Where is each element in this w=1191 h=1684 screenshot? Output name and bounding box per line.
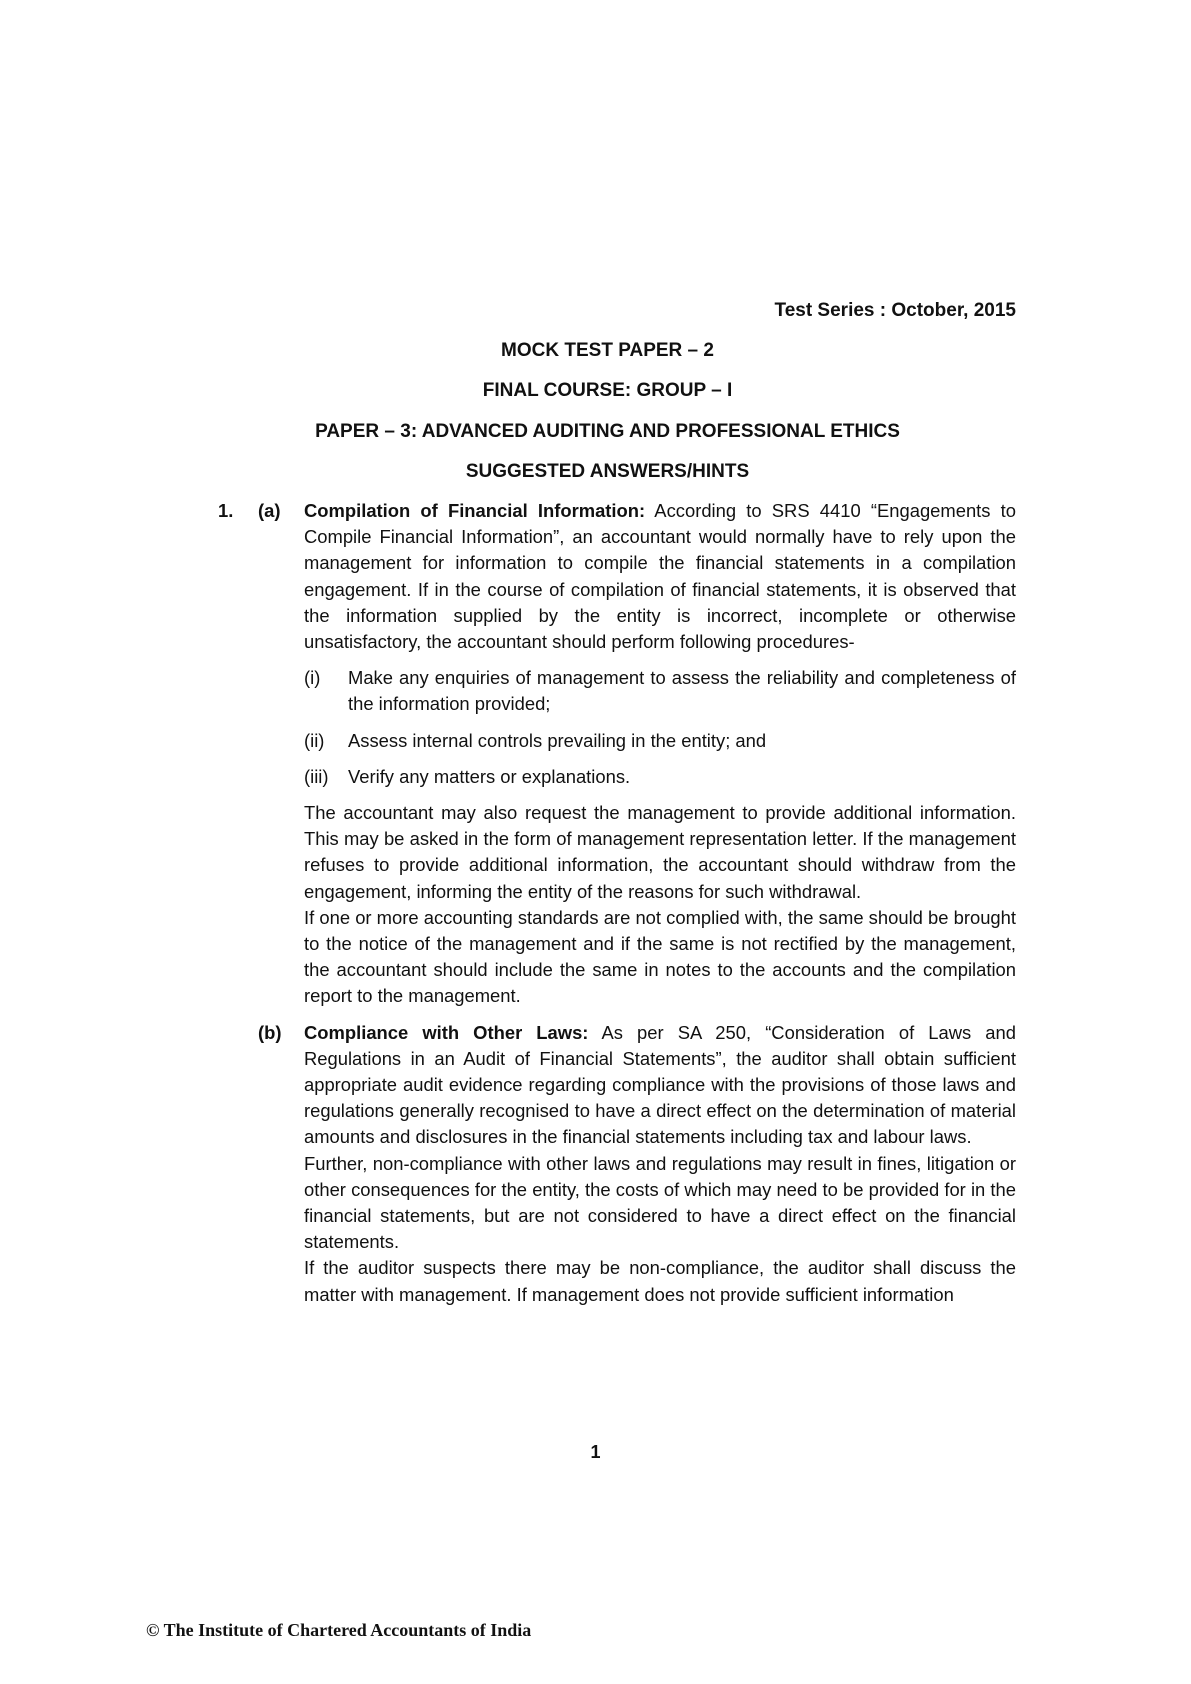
suggested-answers-title: SUGGESTED ANSWERS/HINTS (465, 461, 750, 482)
page-number: 1 (590, 1442, 601, 1462)
part-a-paragraph-3: If one or more accounting standards are not complied with, the same should be brought to the notice of the management and if the same is not rectified by the management, the accountant should include the same in notes to the accounts and the compilation report to the management. (304, 906, 1016, 1007)
test-series-label: Test Series : October, 2015 (774, 300, 1016, 321)
paper-title: PAPER – 3: ADVANCED AUDITING AND PROFESSIONAL ETHICS (315, 421, 900, 442)
part-a-label: (a) (258, 500, 281, 521)
copyright-footer: © The Institute of Chartered Accountants of India (146, 1620, 532, 1640)
list-item (304, 665, 1016, 717)
part-a-intro-paragraph (304, 498, 1016, 655)
question-1-part-a (218, 498, 1016, 1010)
part-b-intro: As per SA 250, “Consideration of Laws and Regulations in an Audit of Financial Statements”, the auditor shall obtain sufficient appropriate audit evidence regarding compliance with the provisions of those laws and regulations generally recognised to have a direct effect on the determination of material amounts and disclosures in the financial statements including tax and labour laws. (304, 1021, 1016, 1148)
mock-test-title: MOCK TEST PAPER – 2 (501, 340, 714, 361)
part-b-label: (b) (258, 1021, 282, 1043)
list-item-text: Verify any matters or explanations. (348, 765, 631, 787)
list-item-label: (ii) (304, 729, 325, 751)
list-item-label: (i) (304, 667, 321, 689)
part-a-lead: Compilation of Financial Information: (304, 500, 646, 521)
list-item-label: (iii) (304, 765, 329, 787)
part-b-paragraph-2: Further, non-compliance with other laws and regulations may result in fines, litigation or other consequences for the entity, the costs of which may need to be provided for in the financial statements, but are not considered to have a direct effect on the financial statements. (304, 1152, 1016, 1253)
part-b-content (304, 1020, 1016, 1308)
question-1-part-b (258, 1020, 1016, 1308)
procedures-list (304, 665, 1016, 790)
course-group-title: FINAL COURSE: GROUP – I (482, 380, 733, 401)
list-item-text: Make any enquiries of management to assess the reliability and completeness of the information provided; (348, 667, 1016, 715)
question-number: 1. (218, 500, 234, 521)
list-item-text: Assess internal controls prevailing in the entity; and (348, 729, 767, 751)
part-a-paragraph-2: The accountant may also request the management to provide additional information. This may be asked in the form of management representation letter. If the management refuses to provide additional information, the accountant should withdraw from the engagement, informing the entity of the reasons for such withdrawal. (304, 802, 1016, 902)
part-b-lead: Compliance with Other Laws: (304, 1021, 589, 1043)
part-b-intro-paragraph (304, 1020, 1016, 1151)
list-item (304, 764, 1016, 790)
list-item (304, 728, 1016, 754)
part-a-content (304, 498, 1016, 1010)
part-a-intro: According to SRS 4410 “Engagements to Compile Financial Information”, an accountant would normally have to rely upon the management for information to compile the financial statements in a compilation engagement. If in the course of compilation of financial statements, it is observed that the information supplied by the entity is incorrect, incomplete or otherwise unsatisfactory, the accountant should perform following procedures- (304, 500, 1017, 653)
part-b-paragraph-3: If the auditor suspects there may be non-compliance, the auditor shall discuss the matter with management. If management does not provide sufficient information (304, 1257, 1016, 1305)
answer-body (218, 498, 1016, 1308)
